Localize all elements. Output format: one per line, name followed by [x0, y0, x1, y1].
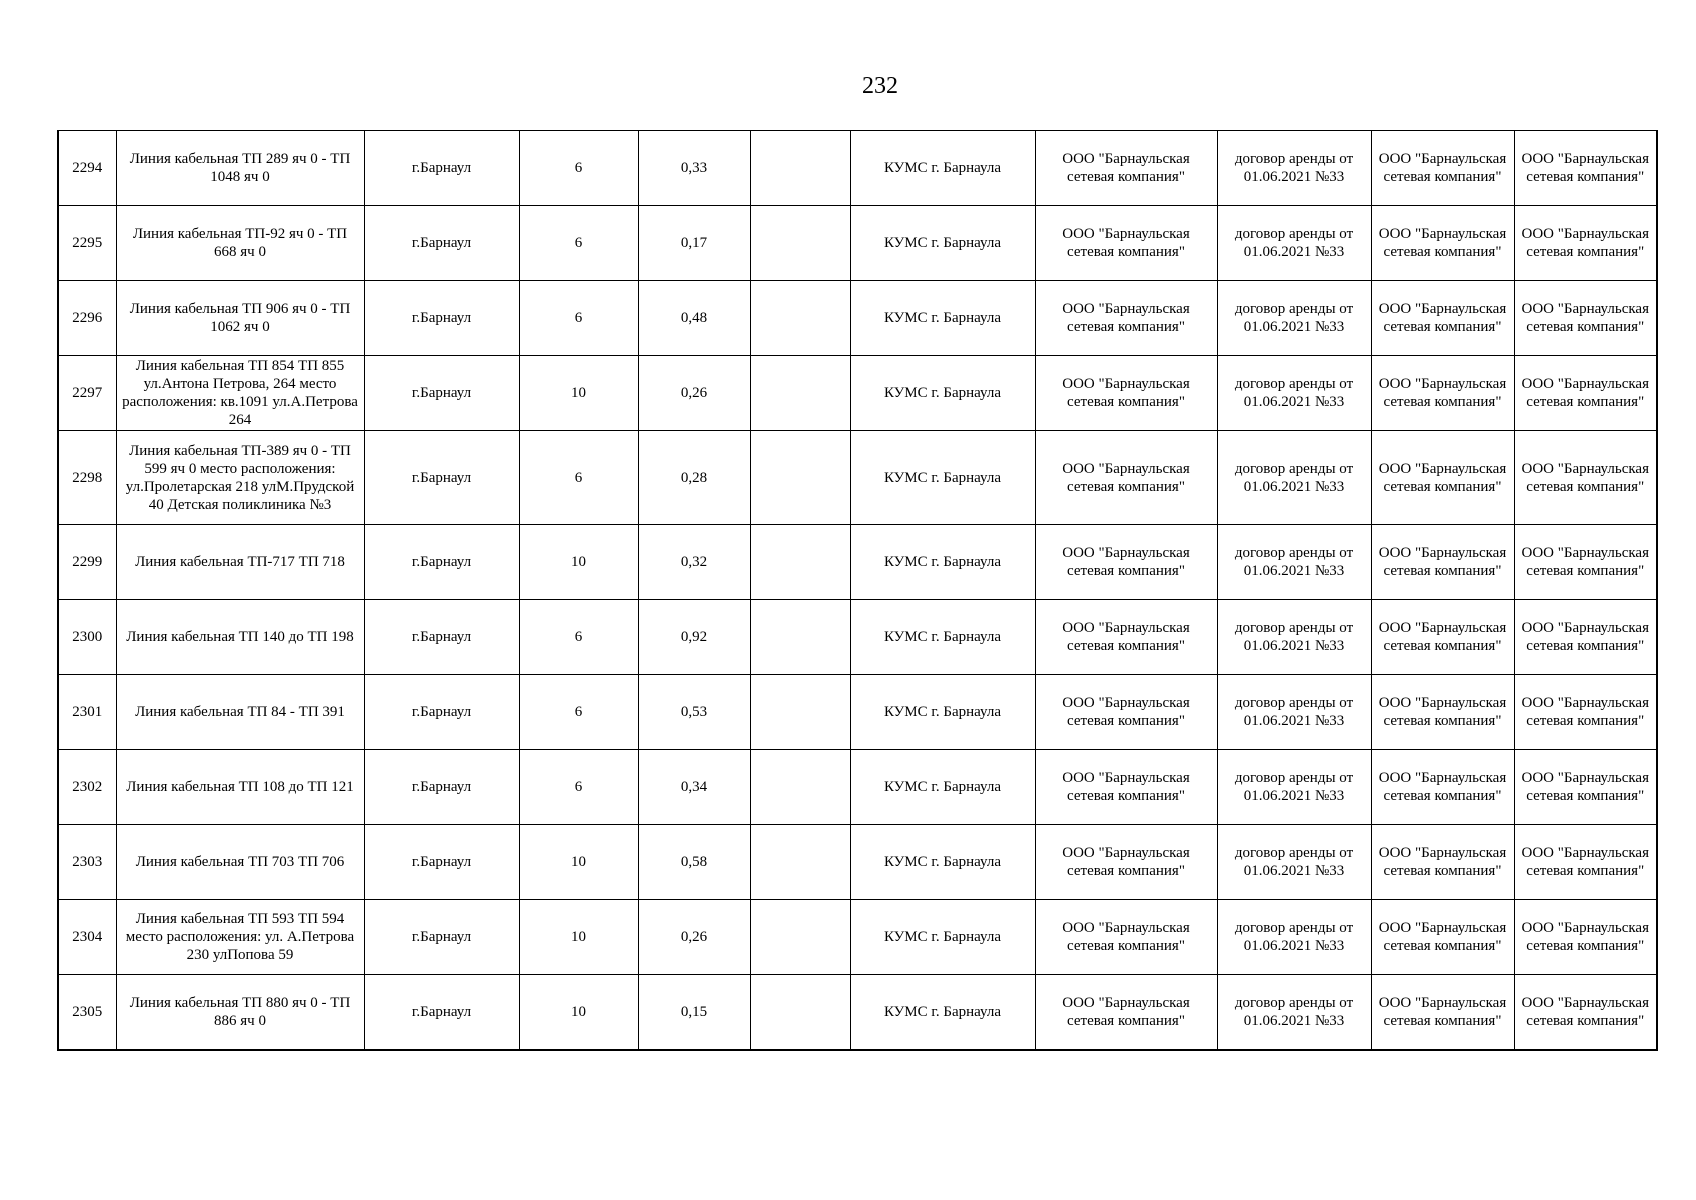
table-row	[58, 675, 1657, 750]
row-number-cell: 2302	[58, 750, 116, 825]
city-cell: г.Барнаул	[364, 525, 519, 600]
basis-cell: договор аренды от 01.06.2021 №33	[1217, 431, 1371, 525]
line-name-cell: Линия кабельная ТП-92 яч 0 - ТП 668 яч 0	[116, 206, 364, 281]
user-2-cell: ООО "Барнаульская сетевая компания"	[1514, 131, 1657, 206]
user-2-cell: ООО "Барнаульская сетевая компания"	[1514, 206, 1657, 281]
operator-cell: ООО "Барнаульская сетевая компания"	[1035, 900, 1217, 975]
voltage-cell: 10	[519, 356, 638, 431]
extra-cell-cell	[750, 675, 850, 750]
operator-cell: ООО "Барнаульская сетевая компания"	[1035, 975, 1217, 1051]
owner-cell: КУМС г. Барнаула	[850, 975, 1035, 1051]
owner-cell: КУМС г. Барнаула	[850, 281, 1035, 356]
table-row	[58, 825, 1657, 900]
table-row	[58, 900, 1657, 975]
extra-cell-cell	[750, 900, 850, 975]
length-cell: 0,33	[638, 131, 750, 206]
owner-cell: КУМС г. Барнаула	[850, 675, 1035, 750]
basis-cell: договор аренды от 01.06.2021 №33	[1217, 281, 1371, 356]
row-number-cell: 2295	[58, 206, 116, 281]
user-1-cell: ООО "Барнаульская сетевая компания"	[1371, 281, 1514, 356]
line-name-cell: Линия кабельная ТП 703 ТП 706	[116, 825, 364, 900]
length-cell: 0,32	[638, 525, 750, 600]
table-row	[58, 356, 1657, 431]
owner-cell: КУМС г. Барнаула	[850, 356, 1035, 431]
owner-cell: КУМС г. Барнаула	[850, 431, 1035, 525]
voltage-cell: 6	[519, 431, 638, 525]
length-cell: 0,48	[638, 281, 750, 356]
user-1-cell: ООО "Барнаульская сетевая компания"	[1371, 431, 1514, 525]
line-name-cell: Линия кабельная ТП 906 яч 0 - ТП 1062 яч 0	[116, 281, 364, 356]
user-2-cell: ООО "Барнаульская сетевая компания"	[1514, 525, 1657, 600]
operator-cell: ООО "Барнаульская сетевая компания"	[1035, 750, 1217, 825]
city-cell: г.Барнаул	[364, 825, 519, 900]
length-cell: 0,34	[638, 750, 750, 825]
user-1-cell: ООО "Барнаульская сетевая компания"	[1371, 675, 1514, 750]
row-number-cell: 2304	[58, 900, 116, 975]
length-cell: 0,58	[638, 825, 750, 900]
user-1-cell: ООО "Барнаульская сетевая компания"	[1371, 975, 1514, 1051]
extra-cell-cell	[750, 131, 850, 206]
basis-cell: договор аренды от 01.06.2021 №33	[1217, 900, 1371, 975]
city-cell: г.Барнаул	[364, 750, 519, 825]
user-2-cell: ООО "Барнаульская сетевая компания"	[1514, 431, 1657, 525]
row-number-cell: 2294	[58, 131, 116, 206]
row-number-cell: 2301	[58, 675, 116, 750]
operator-cell: ООО "Барнаульская сетевая компания"	[1035, 131, 1217, 206]
user-1-cell: ООО "Барнаульская сетевая компания"	[1371, 206, 1514, 281]
extra-cell-cell	[750, 600, 850, 675]
voltage-cell: 10	[519, 900, 638, 975]
user-2-cell: ООО "Барнаульская сетевая компания"	[1514, 356, 1657, 431]
length-cell: 0,15	[638, 975, 750, 1051]
city-cell: г.Барнаул	[364, 431, 519, 525]
table-row	[58, 975, 1657, 1051]
basis-cell: договор аренды от 01.06.2021 №33	[1217, 206, 1371, 281]
table-row	[58, 131, 1657, 206]
voltage-cell: 10	[519, 975, 638, 1051]
city-cell: г.Барнаул	[364, 900, 519, 975]
city-cell: г.Барнаул	[364, 206, 519, 281]
extra-cell-cell	[750, 975, 850, 1051]
table-row	[58, 431, 1657, 525]
user-2-cell: ООО "Барнаульская сетевая компания"	[1514, 281, 1657, 356]
row-number-cell: 2305	[58, 975, 116, 1051]
voltage-cell: 6	[519, 750, 638, 825]
line-name-cell: Линия кабельная ТП 593 ТП 594 место расположения: ул. А.Петрова 230 улПопова 59	[116, 900, 364, 975]
user-2-cell: ООО "Барнаульская сетевая компания"	[1514, 750, 1657, 825]
extra-cell-cell	[750, 281, 850, 356]
city-cell: г.Барнаул	[364, 281, 519, 356]
city-cell: г.Барнаул	[364, 131, 519, 206]
city-cell: г.Барнаул	[364, 356, 519, 431]
basis-cell: договор аренды от 01.06.2021 №33	[1217, 356, 1371, 431]
row-number-cell: 2296	[58, 281, 116, 356]
owner-cell: КУМС г. Барнаула	[850, 600, 1035, 675]
line-name-cell: Линия кабельная ТП-717 ТП 718	[116, 525, 364, 600]
user-2-cell: ООО "Барнаульская сетевая компания"	[1514, 600, 1657, 675]
basis-cell: договор аренды от 01.06.2021 №33	[1217, 750, 1371, 825]
table-row	[58, 525, 1657, 600]
extra-cell-cell	[750, 431, 850, 525]
voltage-cell: 6	[519, 206, 638, 281]
voltage-cell: 6	[519, 281, 638, 356]
line-name-cell: Линия кабельная ТП 108 до ТП 121	[116, 750, 364, 825]
owner-cell: КУМС г. Барнаула	[850, 750, 1035, 825]
line-name-cell: Линия кабельная ТП 140 до ТП 198	[116, 600, 364, 675]
length-cell: 0,28	[638, 431, 750, 525]
extra-cell-cell	[750, 750, 850, 825]
length-cell: 0,26	[638, 356, 750, 431]
line-name-cell: Линия кабельная ТП 84 - ТП 391	[116, 675, 364, 750]
basis-cell: договор аренды от 01.06.2021 №33	[1217, 131, 1371, 206]
user-1-cell: ООО "Барнаульская сетевая компания"	[1371, 131, 1514, 206]
row-number-cell: 2298	[58, 431, 116, 525]
owner-cell: КУМС г. Барнаула	[850, 525, 1035, 600]
line-name-cell: Линия кабельная ТП 289 яч 0 - ТП 1048 яч 0	[116, 131, 364, 206]
basis-cell: договор аренды от 01.06.2021 №33	[1217, 675, 1371, 750]
extra-cell-cell	[750, 525, 850, 600]
voltage-cell: 6	[519, 600, 638, 675]
table-row	[58, 206, 1657, 281]
owner-cell: КУМС г. Барнаула	[850, 900, 1035, 975]
extra-cell-cell	[750, 825, 850, 900]
user-2-cell: ООО "Барнаульская сетевая компания"	[1514, 900, 1657, 975]
operator-cell: ООО "Барнаульская сетевая компания"	[1035, 431, 1217, 525]
registry-table	[57, 130, 1658, 1051]
voltage-cell: 6	[519, 675, 638, 750]
user-2-cell: ООО "Барнаульская сетевая компания"	[1514, 825, 1657, 900]
user-1-cell: ООО "Барнаульская сетевая компания"	[1371, 750, 1514, 825]
city-cell: г.Барнаул	[364, 675, 519, 750]
owner-cell: КУМС г. Барнаула	[850, 131, 1035, 206]
operator-cell: ООО "Барнаульская сетевая компания"	[1035, 525, 1217, 600]
length-cell: 0,92	[638, 600, 750, 675]
city-cell: г.Барнаул	[364, 600, 519, 675]
owner-cell: КУМС г. Барнаула	[850, 206, 1035, 281]
operator-cell: ООО "Барнаульская сетевая компания"	[1035, 825, 1217, 900]
extra-cell-cell	[750, 356, 850, 431]
user-1-cell: ООО "Барнаульская сетевая компания"	[1371, 525, 1514, 600]
basis-cell: договор аренды от 01.06.2021 №33	[1217, 600, 1371, 675]
voltage-cell: 10	[519, 525, 638, 600]
length-cell: 0,53	[638, 675, 750, 750]
table-row	[58, 750, 1657, 825]
table-row	[58, 281, 1657, 356]
operator-cell: ООО "Барнаульская сетевая компания"	[1035, 600, 1217, 675]
row-number-cell: 2300	[58, 600, 116, 675]
length-cell: 0,26	[638, 900, 750, 975]
basis-cell: договор аренды от 01.06.2021 №33	[1217, 825, 1371, 900]
user-2-cell: ООО "Барнаульская сетевая компания"	[1514, 975, 1657, 1051]
extra-cell-cell	[750, 206, 850, 281]
row-number-cell: 2299	[58, 525, 116, 600]
basis-cell: договор аренды от 01.06.2021 №33	[1217, 975, 1371, 1051]
voltage-cell: 10	[519, 825, 638, 900]
operator-cell: ООО "Барнаульская сетевая компания"	[1035, 206, 1217, 281]
operator-cell: ООО "Барнаульская сетевая компания"	[1035, 356, 1217, 431]
user-2-cell: ООО "Барнаульская сетевая компания"	[1514, 675, 1657, 750]
line-name-cell: Линия кабельная ТП 880 яч 0 - ТП 886 яч 0	[116, 975, 364, 1051]
page-number: 232	[862, 73, 898, 99]
owner-cell: КУМС г. Барнаула	[850, 825, 1035, 900]
user-1-cell: ООО "Барнаульская сетевая компания"	[1371, 900, 1514, 975]
user-1-cell: ООО "Барнаульская сетевая компания"	[1371, 825, 1514, 900]
row-number-cell: 2297	[58, 356, 116, 431]
line-name-cell: Линия кабельная ТП 854 ТП 855 ул.Антона Петрова, 264 место расположения: кв.1091 ул.А.Петрова 264	[116, 356, 364, 431]
basis-cell: договор аренды от 01.06.2021 №33	[1217, 525, 1371, 600]
line-name-cell: Линия кабельная ТП-389 яч 0 - ТП 599 яч 0 место расположения: ул.Пролетарская 218 улМ.Прудской 40 Детская поликлиника №3	[116, 431, 364, 525]
operator-cell: ООО "Барнаульская сетевая компания"	[1035, 281, 1217, 356]
city-cell: г.Барнаул	[364, 975, 519, 1051]
table-row	[58, 600, 1657, 675]
operator-cell: ООО "Барнаульская сетевая компания"	[1035, 675, 1217, 750]
user-1-cell: ООО "Барнаульская сетевая компания"	[1371, 600, 1514, 675]
length-cell: 0,17	[638, 206, 750, 281]
user-1-cell: ООО "Барнаульская сетевая компания"	[1371, 356, 1514, 431]
voltage-cell: 6	[519, 131, 638, 206]
row-number-cell: 2303	[58, 825, 116, 900]
